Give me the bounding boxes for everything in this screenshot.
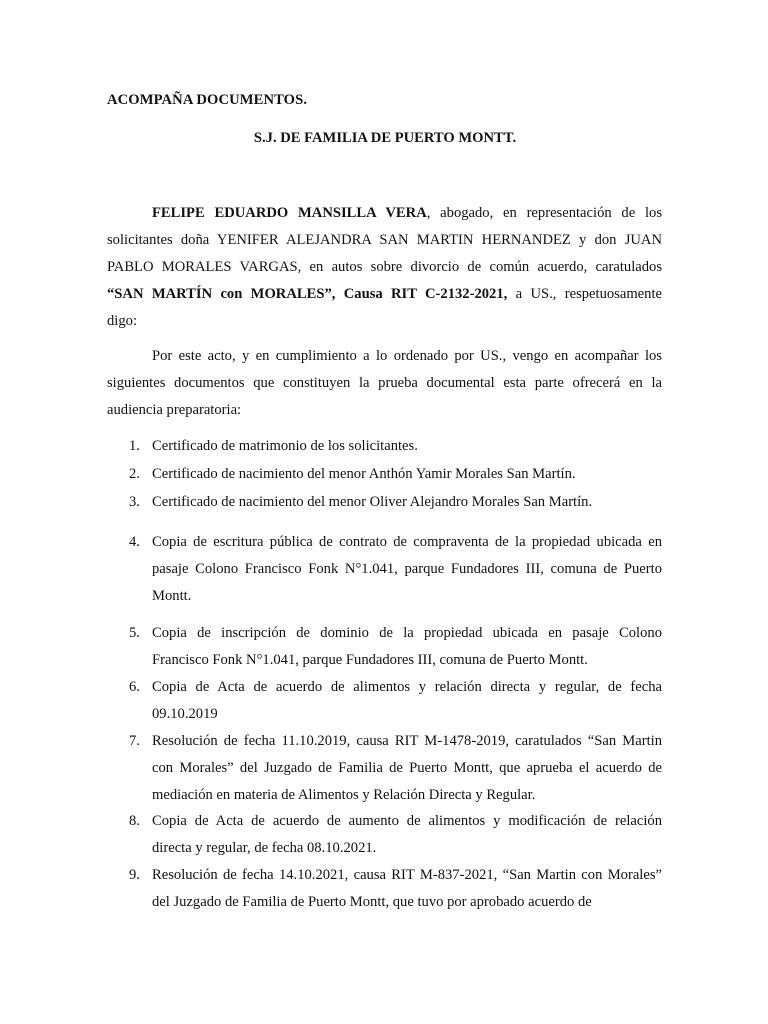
text-line bbox=[107, 343, 662, 370]
text-run: , abogado, en representación de los bbox=[426, 205, 663, 221]
text-line: pasaje Colono Francisco Fonk N°1.041, parque Fundadores III, comuna de Puerto bbox=[152, 561, 662, 577]
list-item-number: 5. bbox=[129, 625, 140, 641]
list-item-number: 9. bbox=[129, 867, 140, 883]
text-run: solicitantes doña YENIFER ALEJANDRA SAN MARTIN HERNANDEZ y don JUAN bbox=[107, 232, 662, 248]
text-line: Certificado de nacimiento del menor Anthón Yamir Morales San Martín. bbox=[152, 466, 576, 482]
court-addressee: S.J. DE FAMILIA DE PUERTO MONTT. bbox=[253, 130, 517, 146]
list-item-text bbox=[152, 433, 662, 460]
bold-text: “SAN MARTÍN con MORALES”, Causa RIT C-2132-2021, bbox=[107, 286, 508, 302]
text-line bbox=[107, 227, 662, 254]
text-run: a US., respetuosamente bbox=[507, 286, 662, 302]
text-line bbox=[107, 254, 662, 281]
text-line: Francisco Fonk N°1.041, parque Fundadores III, comuna de Puerto Montt. bbox=[152, 652, 588, 668]
text-line: Montt. bbox=[152, 588, 192, 604]
text-run: digo: bbox=[107, 313, 137, 329]
list-item-text bbox=[152, 489, 662, 516]
text-line: directa y regular, de fecha 08.10.2021. bbox=[152, 840, 377, 856]
bold-text: FELIPE EDUARDO MANSILLA VERA bbox=[152, 205, 427, 221]
text-line: Resolución de fecha 11.10.2019, causa RIT M-1478-2019, caratulados “San Martin bbox=[152, 733, 662, 749]
list-item-text bbox=[152, 674, 662, 728]
list-item-number: 6. bbox=[129, 679, 140, 695]
list-item-number: 2. bbox=[129, 466, 140, 482]
document-title: ACOMPAÑA DOCUMENTOS. bbox=[107, 92, 308, 108]
text-line: mediación en materia de Alimentos y Relación Directa y Regular. bbox=[152, 787, 536, 803]
list-item-text bbox=[152, 620, 662, 674]
text-line bbox=[107, 281, 662, 308]
list-item-text bbox=[152, 808, 662, 862]
text-line: Certificado de matrimonio de los solicitantes. bbox=[152, 438, 418, 454]
request-paragraph bbox=[107, 343, 662, 424]
list-item-text bbox=[152, 461, 662, 488]
list-item-text bbox=[152, 862, 662, 916]
text-line: Resolución de fecha 14.10.2021, causa RIT M-837-2021, “San Martin con Morales” bbox=[152, 867, 662, 883]
text-line: del Juzgado de Familia de Puerto Montt, que tuvo por aprobado acuerdo de bbox=[152, 894, 592, 910]
text-run: PABLO MORALES VARGAS, en autos sobre divorcio de común acuerdo, caratulados bbox=[107, 259, 662, 275]
text-line bbox=[107, 308, 662, 335]
text-line: Copia de Acta de acuerdo de aumento de alimentos y modificación de relación bbox=[152, 813, 662, 829]
text-line bbox=[107, 397, 662, 424]
list-item-number: 4. bbox=[129, 534, 140, 550]
list-item-text bbox=[152, 529, 662, 610]
text-line: Copia de Acta de acuerdo de alimentos y relación directa y regular, de fecha bbox=[152, 679, 662, 695]
text-line: Certificado de nacimiento del menor Oliver Alejandro Morales San Martín. bbox=[152, 494, 593, 510]
intro-paragraph bbox=[107, 200, 662, 335]
text-line: con Morales” del Juzgado de Familia de Puerto Montt, que aprueba el acuerdo de bbox=[152, 760, 662, 776]
text-line: Copia de inscripción de dominio de la propiedad ubicada en pasaje Colono bbox=[152, 625, 662, 641]
list-item-number: 7. bbox=[129, 733, 140, 749]
text-line: 09.10.2019 bbox=[152, 706, 218, 722]
text-line bbox=[107, 200, 662, 227]
text-run: audiencia preparatoria: bbox=[107, 402, 242, 418]
list-item-text bbox=[152, 728, 662, 809]
list-item-number: 8. bbox=[129, 813, 140, 829]
text-line: Copia de escritura pública de contrato de compraventa de la propiedad ubicada en bbox=[152, 534, 662, 550]
text-run: Por este acto, y en cumplimiento a lo ordenado por US., vengo en acompañar los bbox=[152, 348, 662, 364]
text-run: siguientes documentos que constituyen la prueba documental esta parte ofrecerá en la bbox=[107, 375, 662, 391]
list-item-number: 1. bbox=[129, 438, 140, 454]
text-line bbox=[107, 370, 662, 397]
list-item-number: 3. bbox=[129, 494, 140, 510]
